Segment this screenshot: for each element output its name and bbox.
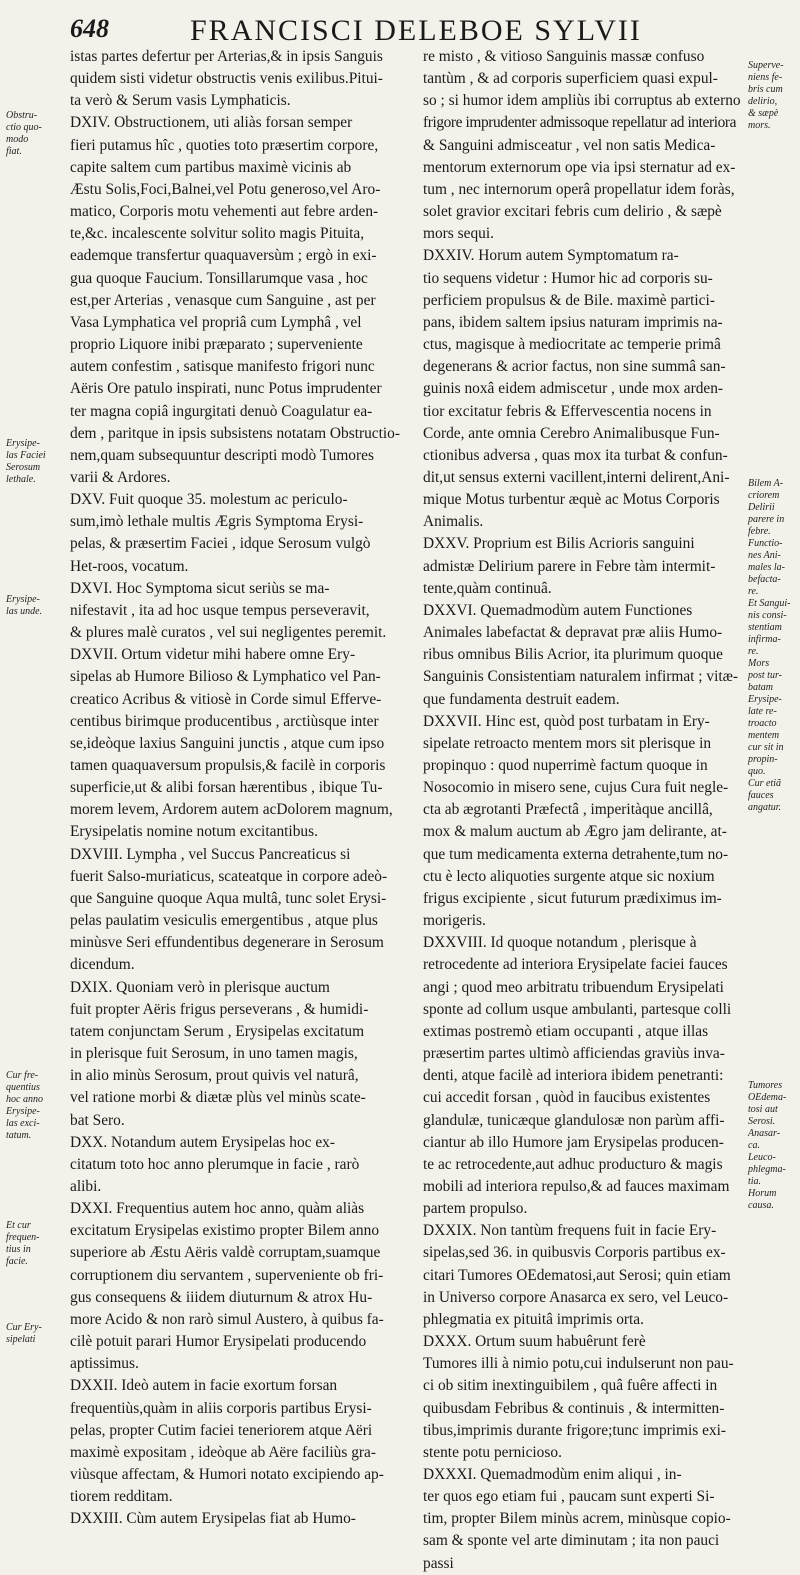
text-line: ci ob sitim inextinguibilem , quâ fuêre affecti in [423, 1377, 718, 1395]
text-line: frequentiùs,quàm in aliis corporis partibus Erysi- [70, 1399, 372, 1417]
margin-note-left: Erysipe- las unde. [6, 594, 43, 617]
text-line: eademque transfertur quaquaversùm ; ergò in exi- [70, 247, 377, 265]
text-line: cui accedit forsan , quòd in faucibus existentes [423, 1089, 711, 1107]
text-line: DXXIX. Non tantùm frequens fuit in facie Ery- [423, 1222, 717, 1240]
left-column [70, 46, 408, 1530]
text-line: passi [423, 1554, 454, 1572]
text-line: propinquo : quod nuperrimè factum quoque in [423, 757, 708, 774]
text-line: citatum toto hoc anno plerumque in facie , rarò [70, 1155, 360, 1173]
margin-note-left: Erysipe- las Faciei Serosum lethale. [6, 438, 46, 485]
text-line: DXXVI. Quemadmodùm autem Functiones [423, 601, 693, 619]
text-line: morigeris. [423, 912, 486, 930]
text-line: DXXIV. Horum autem Symptomatum ra- [423, 247, 679, 265]
text-line: Aëris Ore patulo inspirati, nunc Potus imprudenter [70, 380, 382, 398]
text-line: partem propulso. [423, 1200, 528, 1218]
text-line: ter magna copiâ ingurgitati denuò Coagulatur ea- [70, 402, 373, 420]
text-line: Animales labefactat & depravat præ aliis Humo- [423, 624, 723, 642]
text-line: que fundamenta destruit eadem. [423, 690, 620, 708]
text-line: frigore imprudenter admissoque repellatur ad interiora [423, 114, 737, 132]
text-line: cta ab ægrotanti Præfectâ , imperitàque ancillâ, [423, 801, 713, 819]
text-line: que tum medicamenta externa detrahente,tum no- [423, 845, 729, 863]
text-line: autem confestim , satisque manifesto frigori nunc [70, 358, 375, 376]
text-line: sum,imò lethale multis Ægris Symptoma Erysi- [70, 513, 364, 531]
text-line: præsertim partes ultimò afficiendas graviùs inva- [423, 1045, 725, 1063]
text-line: sipelas,sed 36. in quibusvis Corporis partibus ex- [423, 1244, 726, 1262]
margin-note-right: Superve- niens fe- bris cum delirio, & sæpè mors. [748, 60, 784, 131]
running-head: FRANCISCI DELEBOE SYLVII [190, 14, 642, 47]
text-line: gus consequens & iiidem diuturnum & atrox Hu- [70, 1288, 373, 1306]
text-line: DXIV. Obstructionem, uti aliàs forsan semper [70, 114, 353, 132]
text-line: DXXXI. Quemadmodùm enim aliqui , in- [423, 1466, 682, 1483]
text-line: DXVIII. Lympha , vel Succus Pancreaticus si [70, 845, 351, 863]
text-line: Corde, ante omnia Cerebro Animalibusque Fun- [423, 424, 720, 442]
text-line: frigus excipiente , sicut futurum prædiximus im- [423, 889, 722, 907]
text-line: varii & Ardores. [70, 468, 171, 486]
text-line: perficiem propulsus & de Bile. maximè partici- [423, 291, 715, 309]
text-line: pelas paulatim vesiculis emergentibus , atque plus [70, 912, 378, 930]
text-line: maximè expositam , ideòque ab Aëre faciliùs gra- [70, 1443, 376, 1461]
text-line: ciantur ab illo Humore jam Erysipelas producen- [423, 1133, 724, 1151]
page-header [70, 14, 740, 50]
text-line: sam & sponte vel arte diminutam ; ita non pauci [423, 1532, 720, 1550]
text-line: DXVI. Hoc Symptoma sicut seriùs se ma- [70, 579, 330, 597]
text-line: tente,quàm continuâ. [423, 579, 552, 597]
text-line: est,per Arterias , venasque cum Sanguine , ast per [70, 291, 376, 309]
text-line: DXXVII. Hinc est, quòd post turbatam in Ery- [423, 712, 710, 730]
text-line: DXXI. Frequentius autem hoc anno, quàm aliàs [70, 1200, 365, 1218]
text-line: te,&c. incalescente solvitur solito magis Pituita, [70, 225, 365, 243]
text-line: aptissimus. [70, 1355, 139, 1373]
text-line: ter quos ego etiam fui , paucam sunt experti Si- [423, 1488, 715, 1506]
text-line: se,ideòque laxius Sanguini junctis , atque cum ipso [70, 734, 385, 752]
text-line: more Acido & non rarò simul Austero, à quibus fa- [70, 1310, 384, 1328]
text-line: stente potu pernicioso. [423, 1443, 562, 1461]
text-line: tior excitatur febris & Effervescentia nocens in [423, 402, 712, 420]
text-line: guinis noxâ eidem admiscetur , unde mox arden- [423, 380, 724, 398]
text-line: Tumores illi à nimio potu,cui indulserunt non pau- [423, 1355, 734, 1373]
text-line: te ac retrocedente,aut adhuc producturo & magis [423, 1155, 723, 1173]
text-line: Het-roos, vocatum. [70, 557, 189, 575]
text-line: Erysipelatis nomine notum excitantibus. [70, 823, 318, 841]
text-line: tim, propter Bilem minùs acrem, minùsque copio- [423, 1510, 731, 1528]
text-line: corruptionem diu servantem , superveniente ob fri- [70, 1266, 384, 1284]
margin-note-right: Bilem A- criorem Delirii parere in febre. Functio- nes Ani- males la- befacta- re. Et Sangui- nis consi- stentiam infirma- re. Mors post tur- batam Erysipe- late re- troacto mentem cur sit in propin- quo. Cur etiã fauces angatur. [748, 478, 791, 813]
text-line: fuerit Salso-muriaticus, scateatque in corpore adeò- [70, 867, 388, 885]
text-line: tum , nec internorum operâ propellatur idem foràs, [423, 180, 735, 198]
margin-note-left: Et cur frequen- tius in facie. [6, 1220, 40, 1267]
text-line: mox & malum auctum ab Ægro jam delirante, at- [423, 823, 727, 841]
text-line: DXV. Fuit quoque 35. molestum ac periculo- [70, 491, 348, 509]
margin-note-left: Cur Ery- sipelati [6, 1322, 42, 1345]
text-line: degenerans & acrior factus, non sine summâ san- [423, 358, 726, 376]
text-line: glandulæ, tunicæque glandulosæ non parùm affi- [423, 1111, 725, 1129]
text-line: pans, ibidem saltem ipsius naturam imprimis na- [423, 313, 723, 331]
text-line: DXXX. Ortum suum habuêrunt ferè [423, 1333, 646, 1351]
text-line: matico, Corporis motu vehementi aut febre arden- [70, 203, 379, 221]
text-line: minùsve Seri effundentibus degenerare in Serosum [70, 934, 384, 952]
text-line: istas partes defertur per Arterias,& in ipsis Sanguis [70, 48, 383, 65]
text-line: dit,ut sensus externi vacillent,interni delirent,Ani- [423, 468, 730, 486]
text-line: sipelas ab Humore Bilioso & Lymphatico vel Pan- [70, 668, 381, 686]
text-line: ctus, magisque à mediocritate ac temperie primâ [423, 336, 721, 354]
text-line: tio sequens videtur : Humor hic ad corporis su- [423, 269, 713, 287]
text-line: mors sequi. [423, 225, 494, 243]
text-line: & plures malè curatos , vel sui negligentes peremit. [70, 624, 387, 642]
text-line: extimas postremò etiam occupanti , atque illas [423, 1022, 709, 1040]
text-line: Sanguinis Consistentiam naturalem infirmat ; vitæ- [423, 668, 739, 686]
text-line: ctionibus adversa , quas mox ita turbat & confun- [423, 446, 728, 464]
text-line: so ; si humor idem ampliùs ibi corruptus ab externo [423, 92, 741, 110]
text-line: sipelate retroacto mentem mors sit plerisque in [423, 734, 712, 752]
text-line: citari Tumores OEdematosi,aut Serosi; quin etiam [423, 1266, 731, 1284]
text-line: mobili ad interiora repulso,& ad fauces maximam [423, 1177, 730, 1195]
text-line: pelas, & præsertim Faciei , idque Serosum vulgò [70, 535, 371, 553]
text-line: viùsque affectam, & Humori notato excipiendo ap- [70, 1466, 384, 1483]
text-line: tamen quaquaversum propulsis,& facilè in corporis [70, 757, 386, 774]
text-line: in alio minùs Serosum, prout quivis vel naturâ, [70, 1067, 359, 1085]
text-line: DXXVIII. Id quoque notandum , plerisque à [423, 934, 697, 952]
text-line: denti, atque facilè ad interiora ibidem penetranti: [423, 1067, 724, 1085]
text-line: ta verò & Serum vasis Lymphaticis. [70, 92, 291, 110]
text-line: retrocedente ad interiora Erysipelate faciei fauces [423, 956, 728, 974]
text-line: centibus birimque producentibus , arctiùsque inter [70, 712, 379, 730]
page-number: 648 [70, 14, 109, 43]
text-line: DXIX. Quoniam verò in plerisque auctum [70, 978, 330, 996]
margin-note-left: Obstru- ctio quo- modo fiat. [6, 110, 42, 157]
text-line: vel ratione morbi & diætæ plùs vel minùs scate- [70, 1089, 366, 1107]
text-line: solet gravior excitari febris cum delirio , & sæpè [423, 203, 722, 221]
text-line: sponte ad collum usque ambulanti, partesque colli [423, 1000, 732, 1018]
text-line: quibusdam Febribus & continuis , & intermitten- [423, 1399, 725, 1417]
text-line: mentorum externorum ope via ipsi sternatur ad ex- [423, 158, 736, 176]
text-line: nem,quam subsequuntur descripti modò Tumores [70, 446, 374, 464]
text-line: cilè potuit parari Humor Erysipelati producendo [70, 1333, 367, 1351]
margin-note-left: Cur fre- quentius hoc anno Erysipe- las exci- tatum. [6, 1070, 43, 1141]
text-line: capite saltem cum partibus maximè vicinis ab [70, 158, 352, 176]
text-line: tibus,imprimis durante frigore;tunc imprimis exi- [423, 1421, 727, 1439]
text-line: admistæ Delirium parere in Febre tàm intermit- [423, 557, 716, 575]
text-line: alibi. [70, 1177, 102, 1195]
text-line: DXXV. Proprium est Bilis Acrioris sanguini [423, 535, 695, 553]
text-line: nifestavit , ita ad hoc usque tempus perseveravit, [70, 601, 370, 619]
text-line: pelas, propter Cutim faciei teneriorem atque Aëri [70, 1421, 373, 1439]
text-line: Æstu Solis,Foci,Balnei,vel Potu generoso,vel Aro- [70, 180, 381, 198]
text-line: angi ; quod meo arbitratu tribuendum Erysipelati [423, 978, 724, 996]
text-line: quidem sisti videtur obstructis venis exilibus.Pitui- [70, 70, 383, 88]
text-line: DXXIII. Cùm autem Erysipelas fiat ab Humo- [70, 1510, 356, 1528]
right-column [423, 46, 745, 1575]
text-line: gua quoque Faucium. Tonsillarumque vasa , hoc [70, 269, 368, 287]
text-line: Nosocomio in misero sene, cujus Cura fuit negle- [423, 779, 729, 797]
text-line: excitatum Erysipelas existimo propter Bilem anno [70, 1222, 380, 1240]
text-line: mique Motus turbentur æquè ac Motus Corporis [423, 491, 720, 509]
text-line: ribus omnibus Bilis Acrior, ita plurimum quoque [423, 646, 723, 664]
text-line: ctu è lecto aliquoties surgente atque sic noxium [423, 867, 715, 885]
text-line: superficie,ut & alibi forsan hærentibus , ibique Tu- [70, 779, 383, 797]
text-line: Vasa Lymphatica vel propriâ cum Lymphâ , vel [70, 313, 362, 331]
text-line: superiore ab Æstu Aëris valdè corruptam,suamque [70, 1244, 381, 1262]
text-line: phlegmatia ex pituitâ imprimis orta. [423, 1310, 644, 1328]
text-line: dicendum. [70, 956, 135, 974]
text-line: re misto , & vitioso Sanguinis massæ confuso [423, 48, 705, 65]
text-line: tatem conjunctam Serum , Erysipelas excitatum [70, 1022, 365, 1040]
text-line: proprio Liquore inibi præparato ; superveniente [70, 336, 363, 354]
text-line: in plerisque fuit Serosum, in uno tamen magis, [70, 1045, 358, 1063]
text-line: & Sanguini admisceatur , vel non satis Medica- [423, 136, 716, 154]
text-line: morem levem, Ardorem autem acDolorem magnum, [70, 801, 393, 819]
text-line: fuit propter Aëris frigus perseverans , & humidi- [70, 1000, 369, 1018]
margin-note-right: Tumores OEdema- tosi aut Serosi. Anasar- ca. Leuco- phlegma- tia. Horum causa. [748, 1080, 787, 1211]
text-line: DXX. Notandum autem Erysipelas hoc ex- [70, 1133, 335, 1151]
text-line: que Sanguine quoque Aqua multâ, tunc solet Erysi- [70, 889, 387, 907]
text-line: tiorem redditam. [70, 1488, 173, 1506]
text-line: Animalis. [423, 513, 484, 531]
text-line: creatico Acribus & vitiosè in Corde simul Efferve- [70, 690, 382, 708]
text-line: in Universo corpore Anasarca ex sero, vel Leuco- [423, 1288, 729, 1306]
text-line: DXXII. Ideò autem in facie exortum forsan [70, 1377, 338, 1395]
text-line: dem , paritque in ipsis subsistens notatam Obstructio- [70, 424, 401, 442]
text-line: DXVII. Ortum videtur mihi habere omne Ery- [70, 646, 356, 664]
text-line: bat Sero. [70, 1111, 125, 1129]
text-line: fieri putamus hîc , quoties toto præsertim corpore, [70, 136, 379, 154]
text-line: tantùm , & ad corporis superficiem quasi expul- [423, 70, 718, 88]
